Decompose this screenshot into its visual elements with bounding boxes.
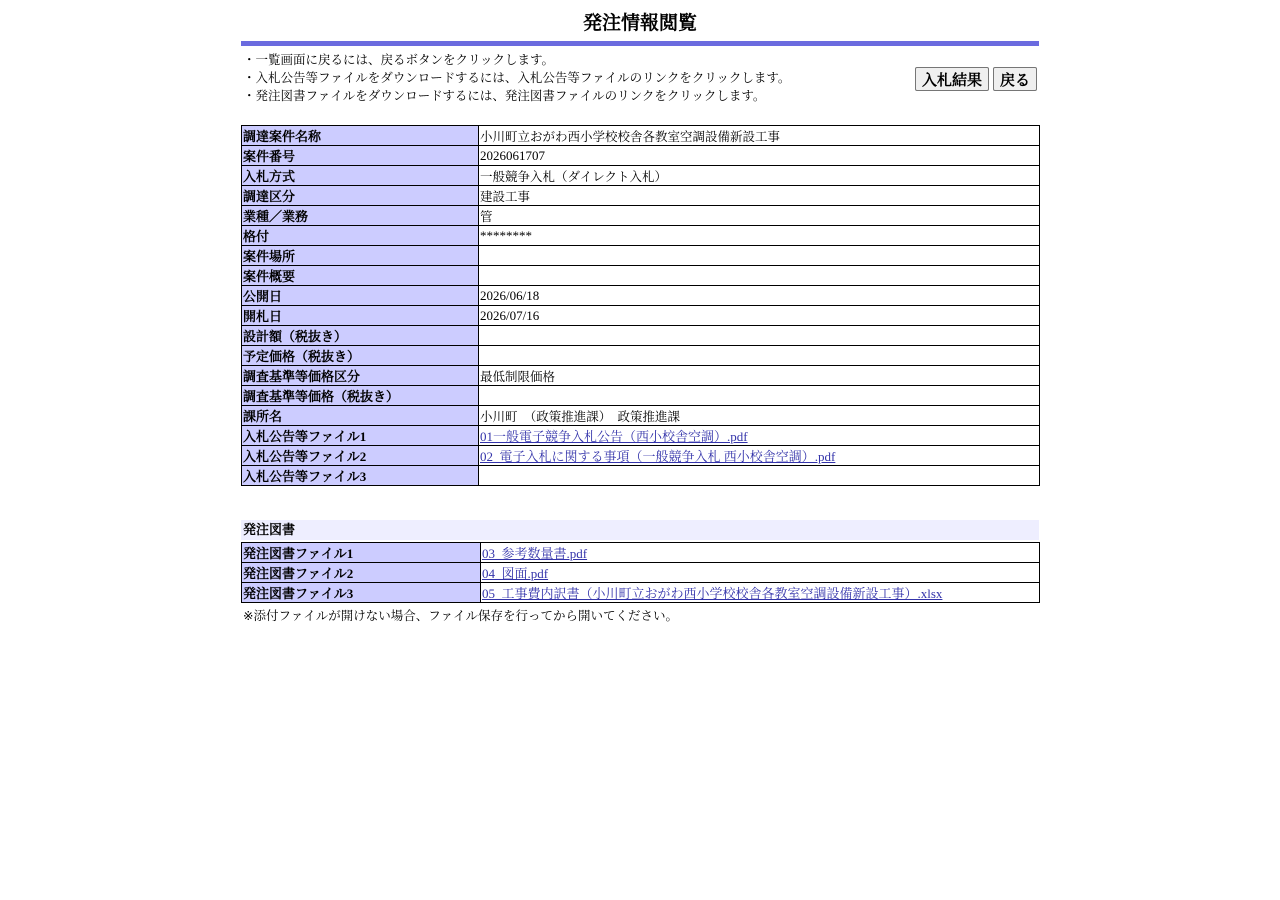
row-value: 小川町立おがわ西小学校校舎各教室空調設備新設工事: [479, 126, 1040, 146]
row-label: 発注図書ファイル3: [242, 583, 481, 603]
row-label: 公開日: [242, 286, 479, 306]
instruction-item: ・発注図書ファイルをダウンロードするには、発注図書ファイルのリンクをクリックします。: [243, 88, 766, 103]
row-label: 調査基準等価格（税抜き）: [242, 386, 479, 406]
table-row: [242, 346, 1040, 366]
row-label: 入札方式: [242, 166, 479, 186]
table-row: [242, 206, 1040, 226]
row-label: 課所名: [242, 406, 479, 426]
instruction-item: ・一覧画面に戻るには、戻るボタンをクリックします。: [243, 52, 555, 67]
attachment-note: ※添付ファイルが開けない場合、ファイル保存を行ってから開いてください。: [243, 608, 678, 623]
table-row: [242, 326, 1040, 346]
row-label: 発注図書ファイル1: [242, 543, 481, 563]
row-value: [479, 246, 1040, 266]
order-info-table: [241, 125, 1040, 486]
table-row: [242, 466, 1040, 486]
row-value: [481, 583, 1040, 603]
row-label: 案件番号: [242, 146, 479, 166]
instructions-area: [241, 46, 1039, 125]
table-row: [242, 563, 1040, 583]
row-label: 発注図書ファイル2: [242, 563, 481, 583]
drawings-section-heading: 発注図書: [241, 520, 1039, 540]
row-value: [479, 266, 1040, 286]
row-label: 入札公告等ファイル2: [242, 446, 479, 466]
page-title: 発注情報閲覧: [582, 12, 697, 34]
row-label: 調達区分: [242, 186, 479, 206]
action-buttons: [915, 67, 1037, 91]
bid-result-button[interactable]: 入札結果: [915, 67, 989, 91]
row-label: 調査基準等価格区分: [242, 366, 479, 386]
table-row: [242, 446, 1040, 466]
row-value: [479, 386, 1040, 406]
table-row: [242, 286, 1040, 306]
row-value: [479, 466, 1040, 486]
row-value: [479, 346, 1040, 366]
row-label: 調達案件名称: [242, 126, 479, 146]
table-row: [242, 583, 1040, 603]
row-value: 一般競争入札（ダイレクト入札）: [479, 166, 1040, 186]
page-container: [241, 0, 1039, 624]
row-label: 格付: [242, 226, 479, 246]
row-value: 2026/07/16: [479, 306, 1040, 326]
row-value: [481, 543, 1040, 563]
row-value: 最低制限価格: [479, 366, 1040, 386]
table-row: [242, 543, 1040, 563]
table-row: [242, 386, 1040, 406]
table-row: [242, 306, 1040, 326]
drawing-file-2-link[interactable]: 04_図面.pdf: [482, 566, 549, 581]
row-label: 案件場所: [242, 246, 479, 266]
table-row: [242, 246, 1040, 266]
drawings-table: [241, 542, 1040, 603]
table-row: [242, 146, 1040, 166]
row-value: ********: [479, 226, 1040, 246]
notice-file-1-link[interactable]: 01一般電子競争入札公告（西小校舎空調）.pdf: [480, 429, 748, 444]
row-value: [481, 563, 1040, 583]
row-value: 建設工事: [479, 186, 1040, 206]
row-label: 設計額（税抜き）: [242, 326, 479, 346]
row-value: 管: [479, 206, 1040, 226]
back-button[interactable]: 戻る: [993, 67, 1037, 91]
table-row: [242, 126, 1040, 146]
row-label: 入札公告等ファイル1: [242, 426, 479, 446]
notice-file-2-link[interactable]: 02_電子入札に関する事項（一般競争入札 西小校舎空調）.pdf: [480, 449, 836, 464]
instruction-item: ・入札公告等ファイルをダウンロードするには、入札公告等ファイルのリンクをクリックします。: [243, 70, 791, 85]
row-value: [479, 446, 1040, 466]
row-label: 業種／業務: [242, 206, 479, 226]
drawing-file-3-link[interactable]: 05_工事費内訳書（小川町立おがわ西小学校校舎各教室空調設備新設工事）.xlsx: [482, 586, 943, 601]
row-label: 開札日: [242, 306, 479, 326]
row-value: 小川町 （政策推進課） 政策推進課: [479, 406, 1040, 426]
row-label: 入札公告等ファイル3: [242, 466, 479, 486]
drawing-file-1-link[interactable]: 03_参考数量書.pdf: [482, 546, 588, 561]
table-row: [242, 166, 1040, 186]
section-spacer: [241, 486, 1039, 520]
table-row: [242, 186, 1040, 206]
row-value: [479, 426, 1040, 446]
table-row: [242, 366, 1040, 386]
table-row: [242, 426, 1040, 446]
table-row: [242, 406, 1040, 426]
table-row: [242, 266, 1040, 286]
row-value: 2026/06/18: [479, 286, 1040, 306]
row-label: 案件概要: [242, 266, 479, 286]
table-row: [242, 226, 1040, 246]
row-label: 予定価格（税抜き）: [242, 346, 479, 366]
row-value: [479, 326, 1040, 346]
row-value: 2026061707: [479, 146, 1040, 166]
